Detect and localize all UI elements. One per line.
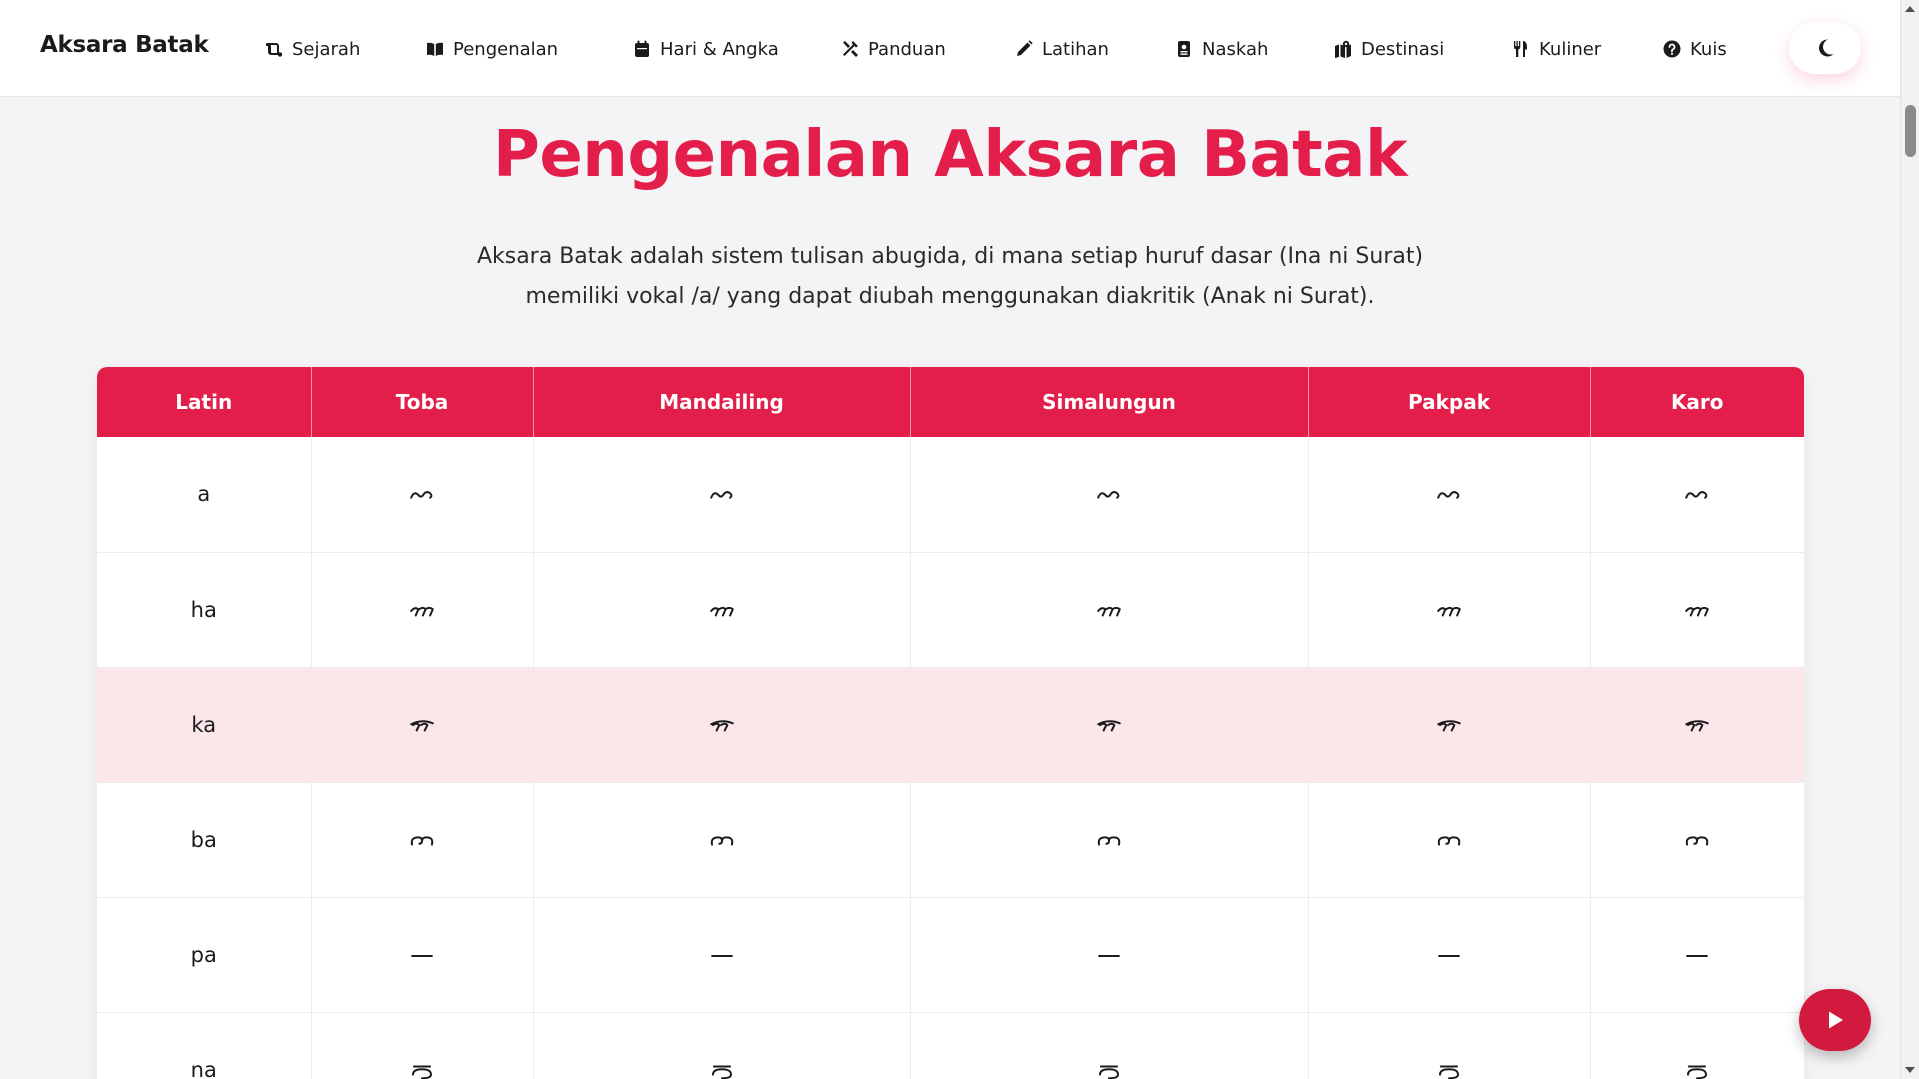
header-latin: Latin (97, 367, 311, 437)
moon-icon (1814, 37, 1836, 59)
simalungun-glyph-cell (910, 552, 1308, 667)
page-scrollbar[interactable] (1900, 0, 1919, 1079)
batak-ba-glyph (407, 831, 437, 849)
mandailing-glyph-cell (533, 552, 910, 667)
latin-cell: ka (97, 667, 311, 782)
nav-item-kuis[interactable] (1663, 36, 1727, 62)
table-header-row (97, 367, 1804, 437)
batak-na-glyph (1682, 1061, 1712, 1079)
batak-ka-glyph (1094, 716, 1124, 734)
batak-ha-glyph (707, 601, 737, 619)
latin-cell: ba (97, 782, 311, 897)
pakpak-glyph-cell (1308, 437, 1590, 552)
batak-a-glyph (1682, 485, 1712, 503)
batak-ba-glyph (1682, 831, 1712, 849)
toba-glyph-cell (311, 782, 533, 897)
karo-glyph-cell (1590, 437, 1804, 552)
batak-ka-glyph (707, 716, 737, 734)
toba-glyph-cell (311, 897, 533, 1012)
pakpak-glyph-cell (1308, 667, 1590, 782)
batak-na-glyph (1434, 1061, 1464, 1079)
karo-glyph-cell (1590, 667, 1804, 782)
map-location-icon (1334, 40, 1352, 58)
batak-ha-glyph (407, 601, 437, 619)
nav-item-kuliner[interactable] (1512, 36, 1601, 62)
nav-item-label: Kuliner (1539, 38, 1602, 60)
batak-a-glyph (1094, 485, 1124, 503)
aksara-table (97, 367, 1804, 1079)
mandailing-glyph-cell (533, 1012, 910, 1079)
table-row (97, 552, 1804, 667)
toba-glyph-cell (311, 1012, 533, 1079)
karo-glyph-cell (1590, 1012, 1804, 1079)
batak-ha-glyph (1434, 601, 1464, 619)
nav-item-hari-angka[interactable] (633, 36, 779, 62)
book-open-icon (426, 40, 444, 58)
page-title: Pengenalan Aksara Batak (492, 118, 1408, 192)
table-row (97, 667, 1804, 782)
batak-a-glyph (1434, 485, 1464, 503)
batak-na-glyph (1094, 1061, 1124, 1079)
batak-a-glyph (707, 485, 737, 503)
scroll-up-arrow-icon[interactable] (1905, 6, 1915, 12)
table-row (97, 782, 1804, 897)
header-mandailing: Mandailing (533, 367, 910, 437)
manuscript-icon (1175, 40, 1193, 58)
navbar (0, 0, 1900, 97)
nav-item-sejarah[interactable] (265, 36, 360, 62)
mandailing-glyph-cell (533, 897, 910, 1012)
calendar-icon (633, 40, 651, 58)
karo-glyph-cell (1590, 897, 1804, 1012)
header-karo: Karo (1590, 367, 1804, 437)
header-simalungun: Simalungun (910, 367, 1308, 437)
pakpak-glyph-cell (1308, 552, 1590, 667)
toba-glyph-cell (311, 667, 533, 782)
karo-glyph-cell (1590, 552, 1804, 667)
play-icon (1824, 1009, 1846, 1031)
nav-item-label: Kuis (1690, 38, 1727, 60)
nav-item-label: Naskah (1202, 38, 1269, 60)
batak-a-glyph (407, 485, 437, 503)
simalungun-glyph-cell (910, 437, 1308, 552)
batak-pa-glyph (1682, 946, 1712, 964)
theme-toggle-button[interactable] (1789, 22, 1861, 74)
nav-item-label: Pengenalan (453, 38, 559, 60)
question-circle-icon (1663, 40, 1681, 58)
nav-item-label: Latihan (1042, 38, 1109, 60)
mandailing-glyph-cell (533, 437, 910, 552)
karo-glyph-cell (1590, 782, 1804, 897)
pakpak-glyph-cell (1308, 782, 1590, 897)
batak-ka-glyph (1434, 716, 1464, 734)
nav-item-destinasi[interactable] (1334, 36, 1444, 62)
simalungun-glyph-cell (910, 667, 1308, 782)
latin-cell: a (97, 437, 311, 552)
batak-pa-glyph (1434, 946, 1464, 964)
nav-item-label: Destinasi (1361, 38, 1445, 60)
nav-item-panduan[interactable] (841, 36, 946, 62)
toba-glyph-cell (311, 437, 533, 552)
batak-ha-glyph (1682, 601, 1712, 619)
scrollbar-thumb[interactable] (1905, 105, 1916, 157)
pencil-icon (1015, 40, 1033, 58)
tools-icon (841, 40, 859, 58)
nav-item-latihan[interactable] (1015, 36, 1109, 62)
nav-item-label: Sejarah (292, 38, 361, 60)
latin-cell: pa (97, 897, 311, 1012)
simalungun-glyph-cell (910, 1012, 1308, 1079)
header-pakpak: Pakpak (1308, 367, 1590, 437)
batak-ba-glyph (707, 831, 737, 849)
toba-glyph-cell (311, 552, 533, 667)
intro-line-2: memiliki vokal /a/ yang dapat diubah menggunakan diakritik (Anak ni Surat). (525, 284, 1375, 309)
table-row (97, 1012, 1804, 1079)
table-row (97, 897, 1804, 1012)
header-toba: Toba (311, 367, 533, 437)
batak-ba-glyph (1094, 831, 1124, 849)
scroll-icon (265, 40, 283, 58)
nav-item-label: Panduan (868, 38, 946, 60)
latin-cell: ha (97, 552, 311, 667)
nav-item-label: Hari & Angka (660, 38, 779, 60)
play-button[interactable] (1799, 989, 1871, 1051)
latin-cell: na (97, 1012, 311, 1079)
nav-item-pengenalan[interactable] (426, 36, 558, 62)
batak-pa-glyph (1094, 946, 1124, 964)
simalungun-glyph-cell (910, 897, 1308, 1012)
table-row (97, 437, 1804, 552)
batak-ba-glyph (1434, 831, 1464, 849)
mandailing-glyph-cell (533, 782, 910, 897)
batak-ka-glyph (1682, 716, 1712, 734)
intro-text (450, 237, 1450, 317)
batak-na-glyph (407, 1061, 437, 1079)
batak-ka-glyph (407, 716, 437, 734)
nav-item-naskah[interactable] (1175, 36, 1268, 62)
batak-na-glyph (707, 1061, 737, 1079)
utensils-icon (1512, 40, 1530, 58)
pakpak-glyph-cell (1308, 897, 1590, 1012)
simalungun-glyph-cell (910, 782, 1308, 897)
batak-pa-glyph (707, 946, 737, 964)
intro-line-1: Aksara Batak adalah sistem tulisan abugida, di mana setiap huruf dasar (Ina ni Surat) (476, 244, 1424, 269)
brand-logo[interactable]: Aksara Batak (40, 32, 209, 58)
batak-ha-glyph (1094, 601, 1124, 619)
pakpak-glyph-cell (1308, 1012, 1590, 1079)
scroll-down-arrow-icon[interactable] (1905, 1067, 1915, 1073)
batak-pa-glyph (407, 946, 437, 964)
mandailing-glyph-cell (533, 667, 910, 782)
